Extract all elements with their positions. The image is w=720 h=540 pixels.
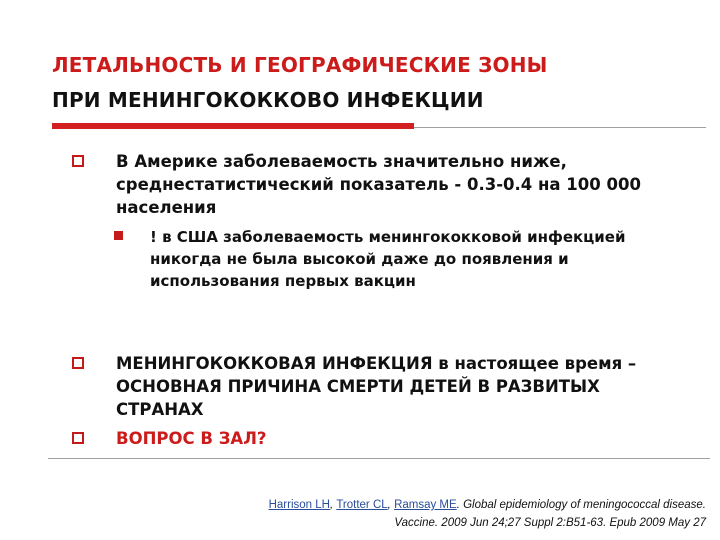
- bullet-item-1: [72, 150, 690, 219]
- reference-line-1: Harrison LH, Trotter CL, Ramsay ME. Global epidemiology of meningococcal disease.: [268, 499, 706, 511]
- hollow-square-bullet-icon: [72, 357, 84, 369]
- author-link-trotter[interactable]: Trotter CL: [336, 499, 388, 511]
- reference-title: Global epidemiology of meningococcal disease.: [463, 499, 706, 511]
- title-line-1: ЛЕТАЛЬНОСТЬ И ГЕОГРАФИЧЕСКИЕ ЗОНЫ: [52, 53, 548, 77]
- author-link-ramsay[interactable]: Ramsay ME: [394, 499, 457, 511]
- reference-divider: [48, 458, 710, 459]
- title-line-2: ПРИ МЕНИНГОКОККОВО ИНФЕКЦИИ: [52, 88, 484, 112]
- sub-bullet-text-1: ! в США заболеваемость менингококковой инфекцией никогда не была высокой даже до появления и использования первых вакцин: [150, 228, 626, 290]
- hollow-square-bullet-icon: [72, 155, 84, 167]
- bullet-text-1: В Америке заболеваемость значительно ниже, среднестатистический показатель - 0.3-0.4 на 100 000 населения: [116, 152, 641, 217]
- filled-square-bullet-icon: [114, 231, 123, 240]
- bullet-text-2: [116, 352, 690, 421]
- bullet-text-3: ВОПРОС В ЗАЛ?: [116, 429, 267, 448]
- hollow-square-bullet-icon: [72, 432, 84, 444]
- title-underline-red-bar: [52, 123, 414, 129]
- bullet-item-2: [72, 352, 690, 421]
- reference-line-2: Vaccine. 2009 Jun 24;27 Suppl 2:B51-63. Epub 2009 May 27: [394, 517, 706, 529]
- author-link-harrison[interactable]: Harrison LH: [268, 499, 330, 511]
- title-underline-grey-line: [414, 127, 706, 128]
- bullet-item-3: [72, 427, 690, 450]
- sub-bullet-item-1: [114, 226, 674, 292]
- bullet-text-2-rest: в настоящее время –ОСНОВНАЯ ПРИЧИНА СМЕРТИ ДЕТЕЙ В РАЗВИТЫХ СТРАНАХ: [116, 354, 637, 419]
- bullet-text-2-heading: МЕНИНГОКОККОВАЯ ИНФЕКЦИЯ: [116, 354, 433, 373]
